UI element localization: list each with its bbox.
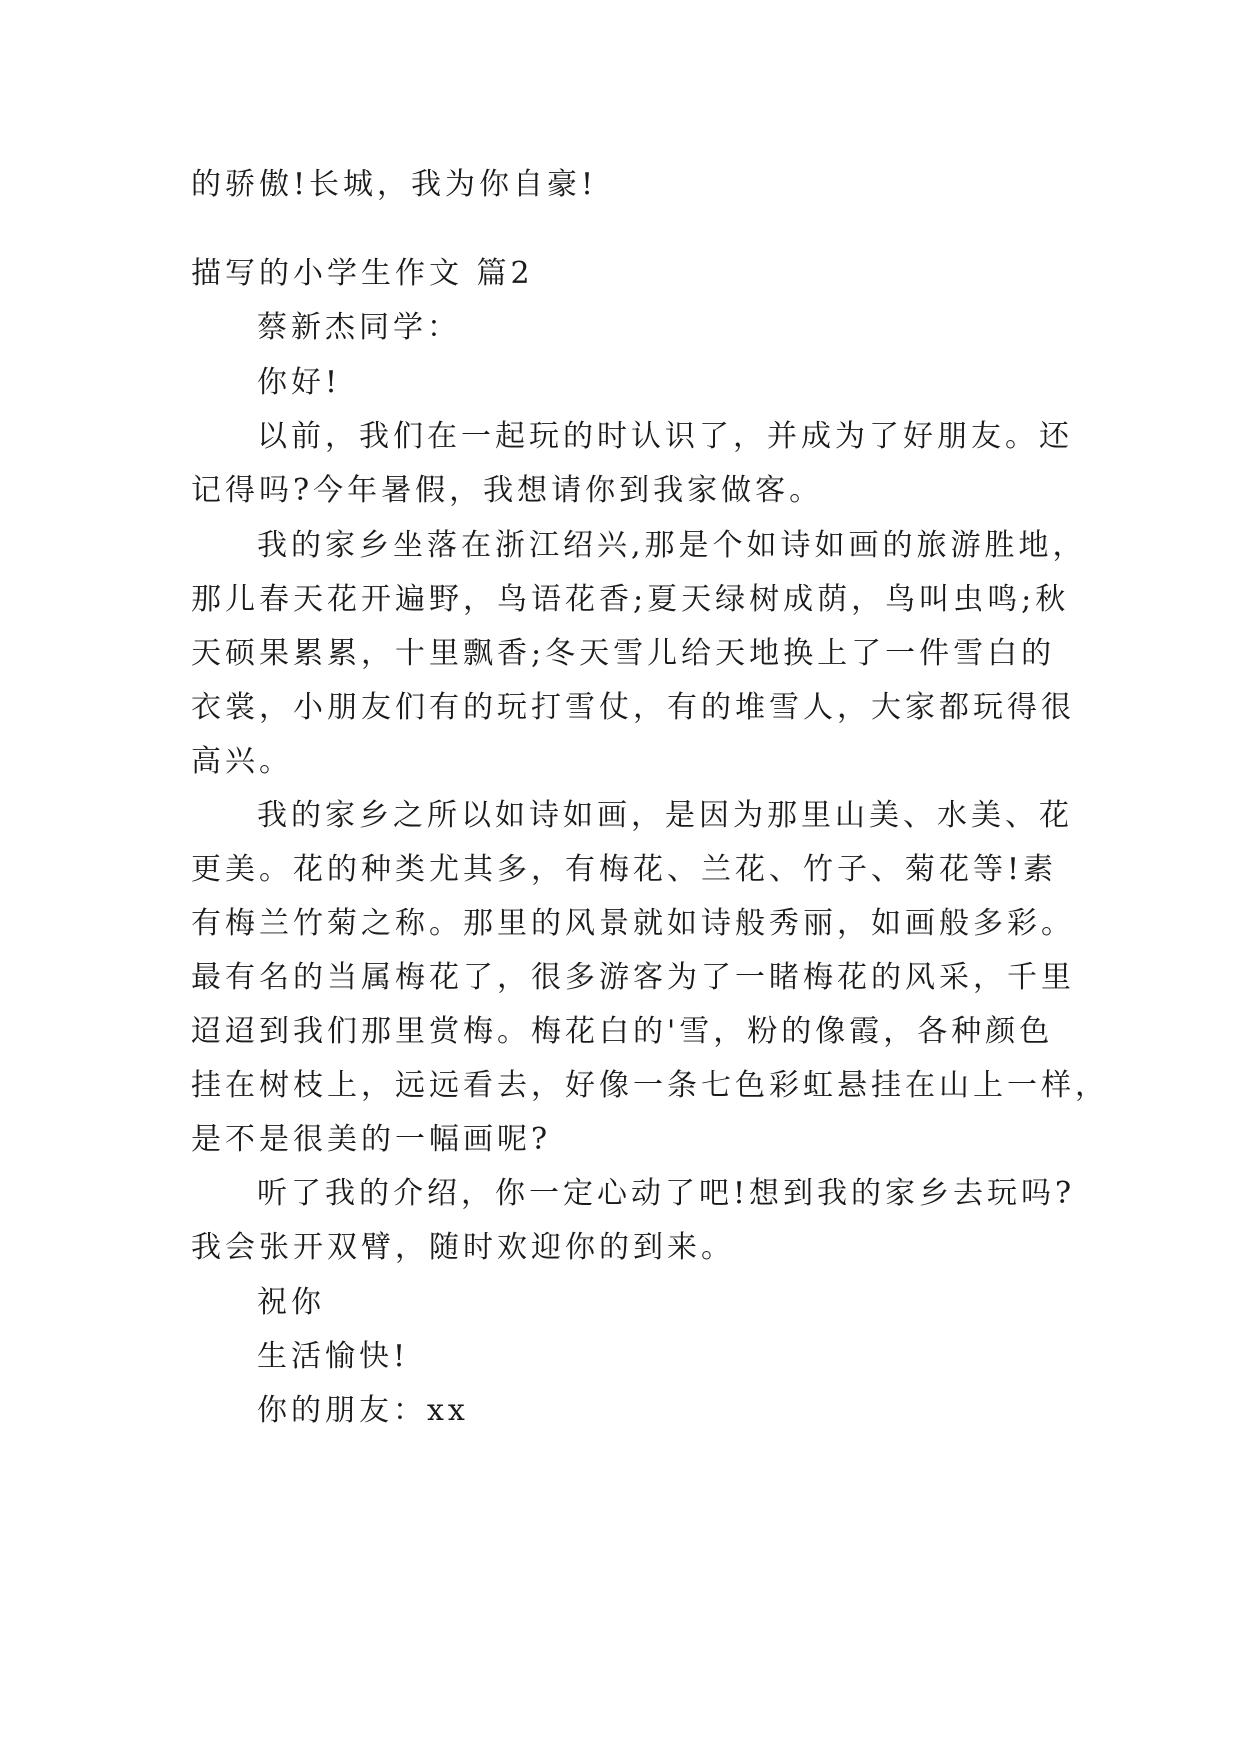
- paragraph-4-line-1: 听了我的介绍，你一定心动了吧!想到我的家乡去玩吗?: [257, 1176, 1076, 1211]
- letter-greeting: 你好!: [257, 365, 342, 400]
- paragraph-2-line-3: 天硕果累累，十里飘香;冬天雪儿给天地换上了一件雪白的: [191, 636, 1056, 671]
- signature: 你的朋友：xx: [257, 1393, 469, 1428]
- paragraph-2-line-4: 衣裳，小朋友们有的玩打雪仗，有的堆雪人，大家都玩得很: [191, 690, 1075, 725]
- paragraph-2-line-1: 我的家乡坐落在浙江绍兴,那是个如诗如画的旅游胜地，: [257, 528, 1087, 563]
- paragraph-3-line-5: 迢迢到我们那里赏梅。梅花白的'雪，粉的像霞，各种颜色: [191, 1014, 1054, 1049]
- paragraph-3-line-7: 是不是很美的一幅画呢?: [191, 1122, 552, 1157]
- closing-wish-continued: 生活愉快!: [257, 1339, 410, 1374]
- top-fragment: 的骄傲!长城，我为你自豪!: [191, 167, 598, 202]
- letter-salutation: 蔡新杰同学：: [257, 310, 461, 345]
- paragraph-4-line-2: 我会张开双臂，随时欢迎你的到来。: [191, 1230, 735, 1265]
- paragraph-3-line-2: 更美。花的种类尤其多，有梅花、兰花、竹子、菊花等!素: [191, 852, 1058, 887]
- paragraph-2-line-5: 高兴。: [191, 744, 293, 779]
- paragraph-2-line-2: 那儿春天花开遍野，鸟语花香;夏天绿树成荫，鸟叫虫鸣;秋: [191, 582, 1070, 617]
- paragraph-3-line-4: 最有名的当属梅花了，很多游客为了一睹梅花的风采，千里: [191, 960, 1075, 995]
- paragraph-3-line-3: 有梅兰竹菊之称。那里的风景就如诗般秀丽，如画般多彩。: [191, 906, 1075, 941]
- document-page: [191, 0, 1109, 1754]
- section-title: 描写的小学生作文 篇2: [191, 256, 534, 291]
- closing-wish: 祝你: [257, 1285, 325, 1320]
- paragraph-3-line-6: 挂在树枝上，远远看去，好像一条七色彩虹悬挂在山上一样，: [191, 1068, 1109, 1103]
- paragraph-3-line-1: 我的家乡之所以如诗如画，是因为那里山美、水美、花: [257, 798, 1073, 833]
- paragraph-1-line-1: 以前，我们在一起玩的时认识了，并成为了好朋友。还: [257, 419, 1073, 454]
- paragraph-1-line-2: 记得吗?今年暑假，我想请你到我家做客。: [191, 473, 824, 508]
